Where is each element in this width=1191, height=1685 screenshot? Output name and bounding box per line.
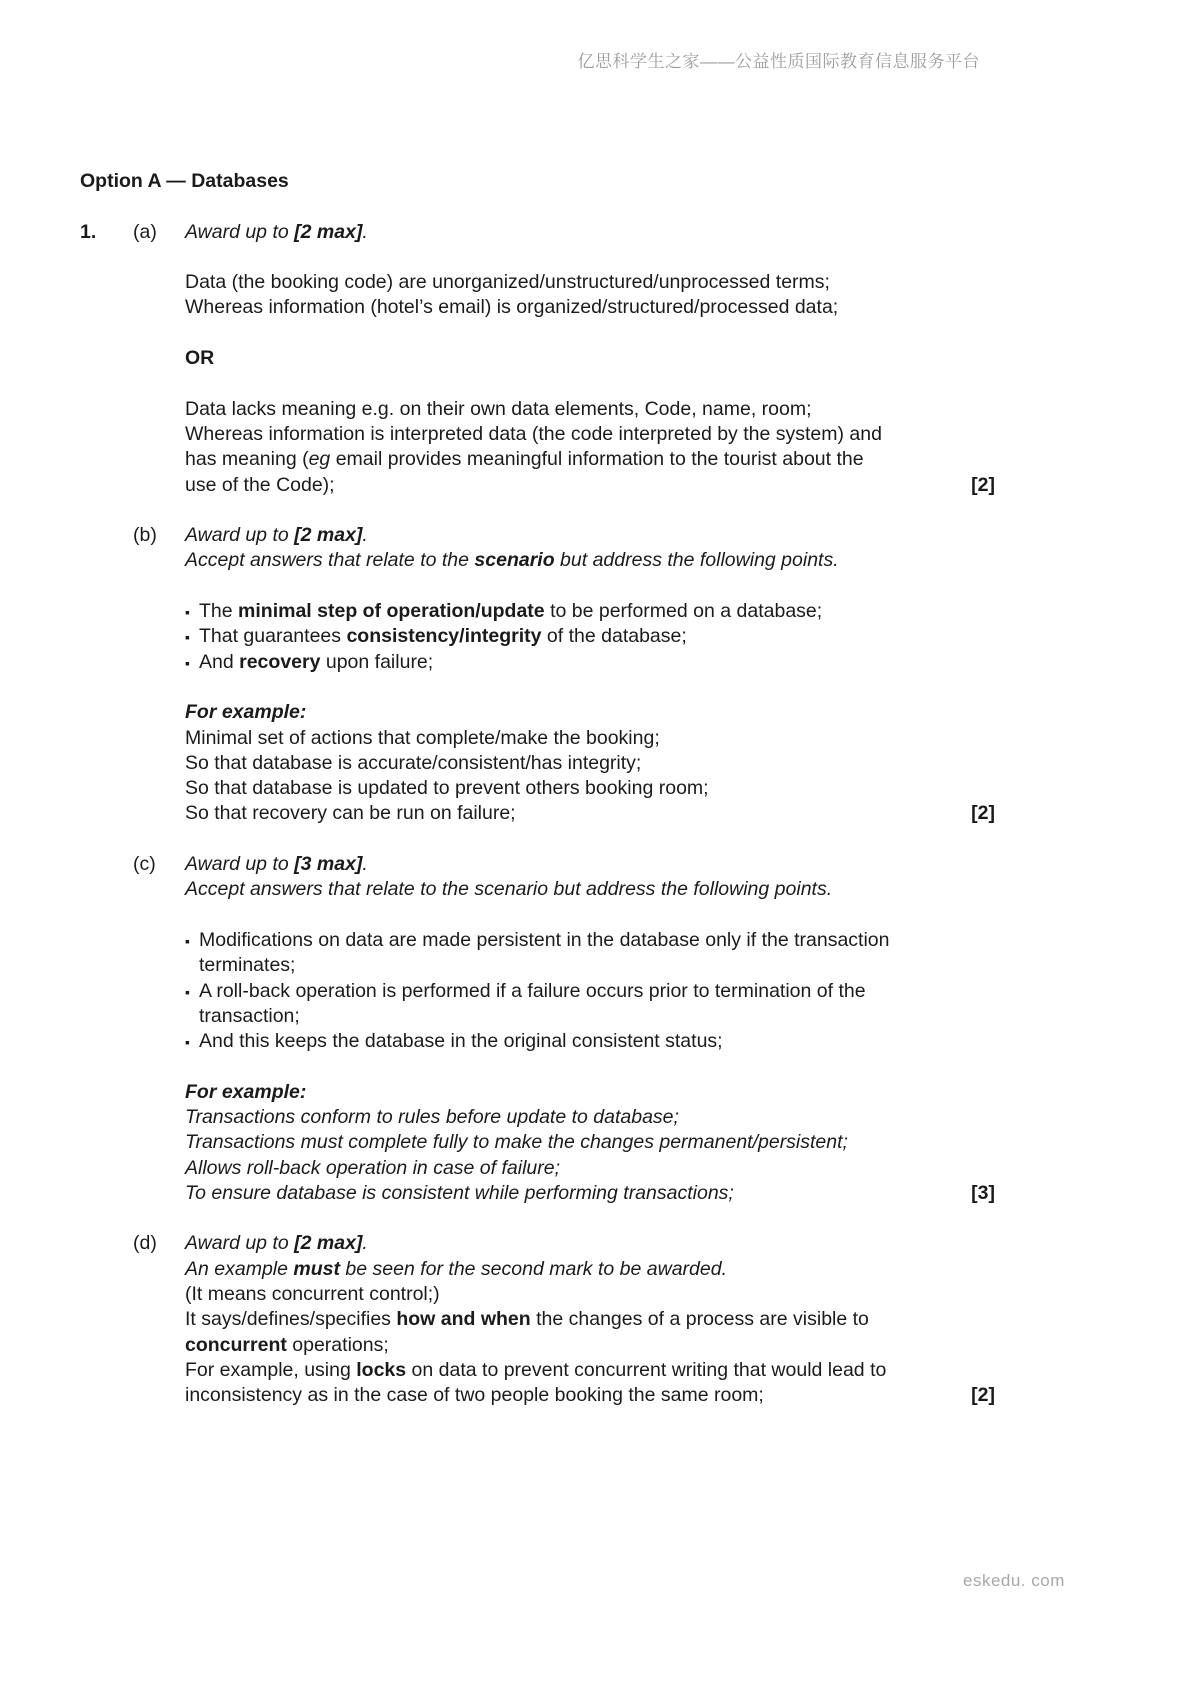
text-line	[185, 599, 995, 624]
text-line	[185, 928, 995, 953]
text-line	[185, 295, 995, 320]
marks-badge: [2]	[971, 473, 995, 496]
text-segment: consistency/integrity	[346, 625, 542, 648]
text-block	[185, 599, 995, 675]
text-segment: Accept answers that relate to the	[185, 549, 475, 572]
text-block	[185, 1080, 995, 1206]
text-segment: Whereas information is interpreted data (the code interpreted by the system) and	[185, 422, 882, 445]
text-segment: recovery	[239, 650, 321, 673]
question-part	[80, 852, 995, 1206]
text-segment: [2 max]	[294, 524, 363, 547]
text-segment: OR	[185, 347, 215, 370]
question-part	[80, 1231, 995, 1408]
part-label: (c)	[133, 853, 156, 876]
text-segment: [3 max]	[294, 853, 363, 876]
text-line	[185, 447, 995, 472]
text-segment: .	[362, 1232, 368, 1255]
text-line	[185, 220, 995, 245]
text-segment: use of the Code);	[185, 473, 335, 496]
text-segment: Minimal set of actions that complete/make the booking;	[185, 726, 660, 749]
text-segment: So that database is updated to prevent others booking room;	[185, 777, 709, 800]
question-part	[80, 220, 995, 498]
footer-watermark: eskedu. com	[963, 1571, 1065, 1590]
bullet-icon: ▪	[185, 604, 190, 621]
text-block	[185, 852, 995, 903]
text-line	[185, 801, 995, 826]
text-line	[185, 877, 995, 902]
text-line	[185, 953, 995, 978]
text-segment: Award up to	[185, 853, 295, 876]
text-block	[185, 220, 995, 245]
text-segment: inconsistency as in the case of two people booking the same room;	[185, 1384, 764, 1407]
text-line	[185, 270, 995, 295]
text-segment: Award up to	[185, 524, 295, 547]
text-segment: upon failure;	[320, 650, 434, 673]
text-line	[185, 852, 995, 877]
text-segment: minimal step of operation/update	[238, 600, 545, 623]
text-segment: on data to prevent concurrent writing that would lead to	[406, 1358, 887, 1381]
bullet-icon: ▪	[185, 1034, 190, 1051]
bullet-icon: ▪	[185, 983, 190, 1000]
text-line	[185, 523, 995, 548]
text-segment: be seen for the second mark to be awarded.	[340, 1257, 727, 1280]
text-block	[185, 346, 995, 371]
text-segment: Accept answers that relate to the scenario but address the following points.	[185, 878, 833, 901]
question-part	[80, 523, 995, 827]
text-segment: It says/defines/specifies	[185, 1308, 397, 1331]
bullet-icon: ▪	[185, 654, 190, 671]
text-segment: Whereas information (hotel’s email) is organized/structured/processed data;	[185, 296, 839, 319]
text-segment: For example, using	[185, 1358, 357, 1381]
part-label: (a)	[133, 220, 157, 243]
text-segment: So that recovery can be run on failure;	[185, 802, 516, 825]
text-line	[185, 700, 995, 725]
text-line	[185, 726, 995, 751]
text-block	[185, 397, 995, 498]
text-segment: [2 max]	[294, 220, 363, 243]
text-segment: For example:	[185, 1080, 307, 1103]
part-body	[185, 220, 995, 498]
text-segment: terminates;	[199, 954, 296, 977]
header-watermark: 亿思科学生之家——公益性质国际教育信息服务平台	[577, 52, 980, 71]
text-segment: scenario	[474, 549, 555, 572]
text-segment: concurrent	[185, 1333, 287, 1356]
text-line	[185, 422, 995, 447]
marks-badge: [2]	[971, 1384, 995, 1407]
text-line	[185, 1333, 995, 1358]
text-segment: email provides meaningful information to the tourist about the	[330, 448, 864, 471]
text-segment: Transactions must complete fully to make the changes permanent/persistent;	[185, 1131, 848, 1154]
text-line	[185, 650, 995, 675]
text-line	[185, 1383, 995, 1408]
text-segment: eg	[308, 448, 331, 471]
text-line	[185, 979, 995, 1004]
marks-badge: [3]	[971, 1181, 995, 1204]
text-segment: has meaning (	[185, 448, 309, 471]
text-segment: So that database is accurate/consistent/has integrity;	[185, 751, 642, 774]
text-segment: transaction;	[199, 1004, 300, 1027]
text-segment: Data lacks meaning e.g. on their own data elements, Code, name, room;	[185, 397, 812, 420]
text-line	[185, 1004, 995, 1029]
bullet-icon: ▪	[185, 629, 190, 646]
text-line	[185, 1307, 995, 1332]
text-segment: .	[362, 524, 368, 547]
text-line	[185, 397, 995, 422]
page-title: Option A — Databases	[80, 170, 289, 192]
text-line	[185, 1130, 995, 1155]
answer-parts	[80, 220, 995, 1409]
text-line	[185, 473, 995, 498]
text-segment: [2 max]	[294, 1232, 363, 1255]
question-number: 1.	[80, 220, 97, 243]
text-segment: And this keeps the database in the original consistent status;	[199, 1030, 723, 1053]
text-segment: Modifications on data are made persistent in the database only if the transaction	[199, 928, 890, 951]
text-line	[185, 1181, 995, 1206]
text-segment: That guarantees	[199, 625, 347, 648]
text-segment: Transactions conform to rules before update to database;	[185, 1105, 679, 1128]
text-segment: operations;	[286, 1333, 389, 1356]
text-line	[185, 1257, 995, 1282]
text-segment: And	[199, 650, 240, 673]
text-block	[185, 928, 995, 1054]
part-body	[185, 523, 995, 827]
text-segment: how and when	[396, 1308, 531, 1331]
bullet-icon: ▪	[185, 932, 190, 949]
part-body	[185, 852, 995, 1206]
text-line	[185, 776, 995, 801]
text-line	[185, 1029, 995, 1054]
text-segment: of the database;	[541, 625, 687, 648]
text-segment: Data (the booking code) are unorganized/unstructured/unprocessed terms;	[185, 271, 830, 294]
text-segment: An example	[185, 1257, 294, 1280]
text-segment: locks	[356, 1358, 407, 1381]
text-block	[185, 523, 995, 574]
text-line	[185, 1358, 995, 1383]
text-line	[185, 548, 995, 573]
text-segment: .	[362, 853, 368, 876]
text-segment: (It means concurrent control;)	[185, 1283, 440, 1306]
text-line	[185, 624, 995, 649]
text-line	[185, 1282, 995, 1307]
text-segment: Award up to	[185, 1232, 295, 1255]
text-block	[185, 1231, 995, 1408]
part-label: (d)	[133, 1232, 157, 1255]
text-segment: the changes of a process are visible to	[530, 1308, 869, 1331]
part-label: (b)	[133, 524, 157, 547]
content	[80, 169, 995, 1409]
text-segment: A roll-back operation is performed if a failure occurs prior to termination of the	[199, 979, 866, 1002]
text-segment: Allows roll-back operation in case of failure;	[185, 1156, 561, 1179]
text-segment: must	[293, 1257, 340, 1280]
text-segment: The	[199, 600, 239, 623]
text-line	[185, 1231, 995, 1256]
text-line	[185, 751, 995, 776]
text-line	[185, 1080, 995, 1105]
text-segment: Award up to	[185, 220, 295, 243]
text-segment: .	[362, 220, 368, 243]
text-segment: To ensure database is consistent while performing transactions;	[185, 1181, 734, 1204]
part-body	[185, 1231, 995, 1408]
text-segment: but address the following points.	[554, 549, 839, 572]
text-block	[185, 270, 995, 321]
text-line	[185, 346, 995, 371]
text-block	[185, 700, 995, 826]
text-line	[185, 1156, 995, 1181]
marks-badge: [2]	[971, 802, 995, 825]
text-segment: to be performed on a database;	[544, 600, 823, 623]
text-line	[185, 1105, 995, 1130]
text-segment: For example:	[185, 701, 307, 724]
